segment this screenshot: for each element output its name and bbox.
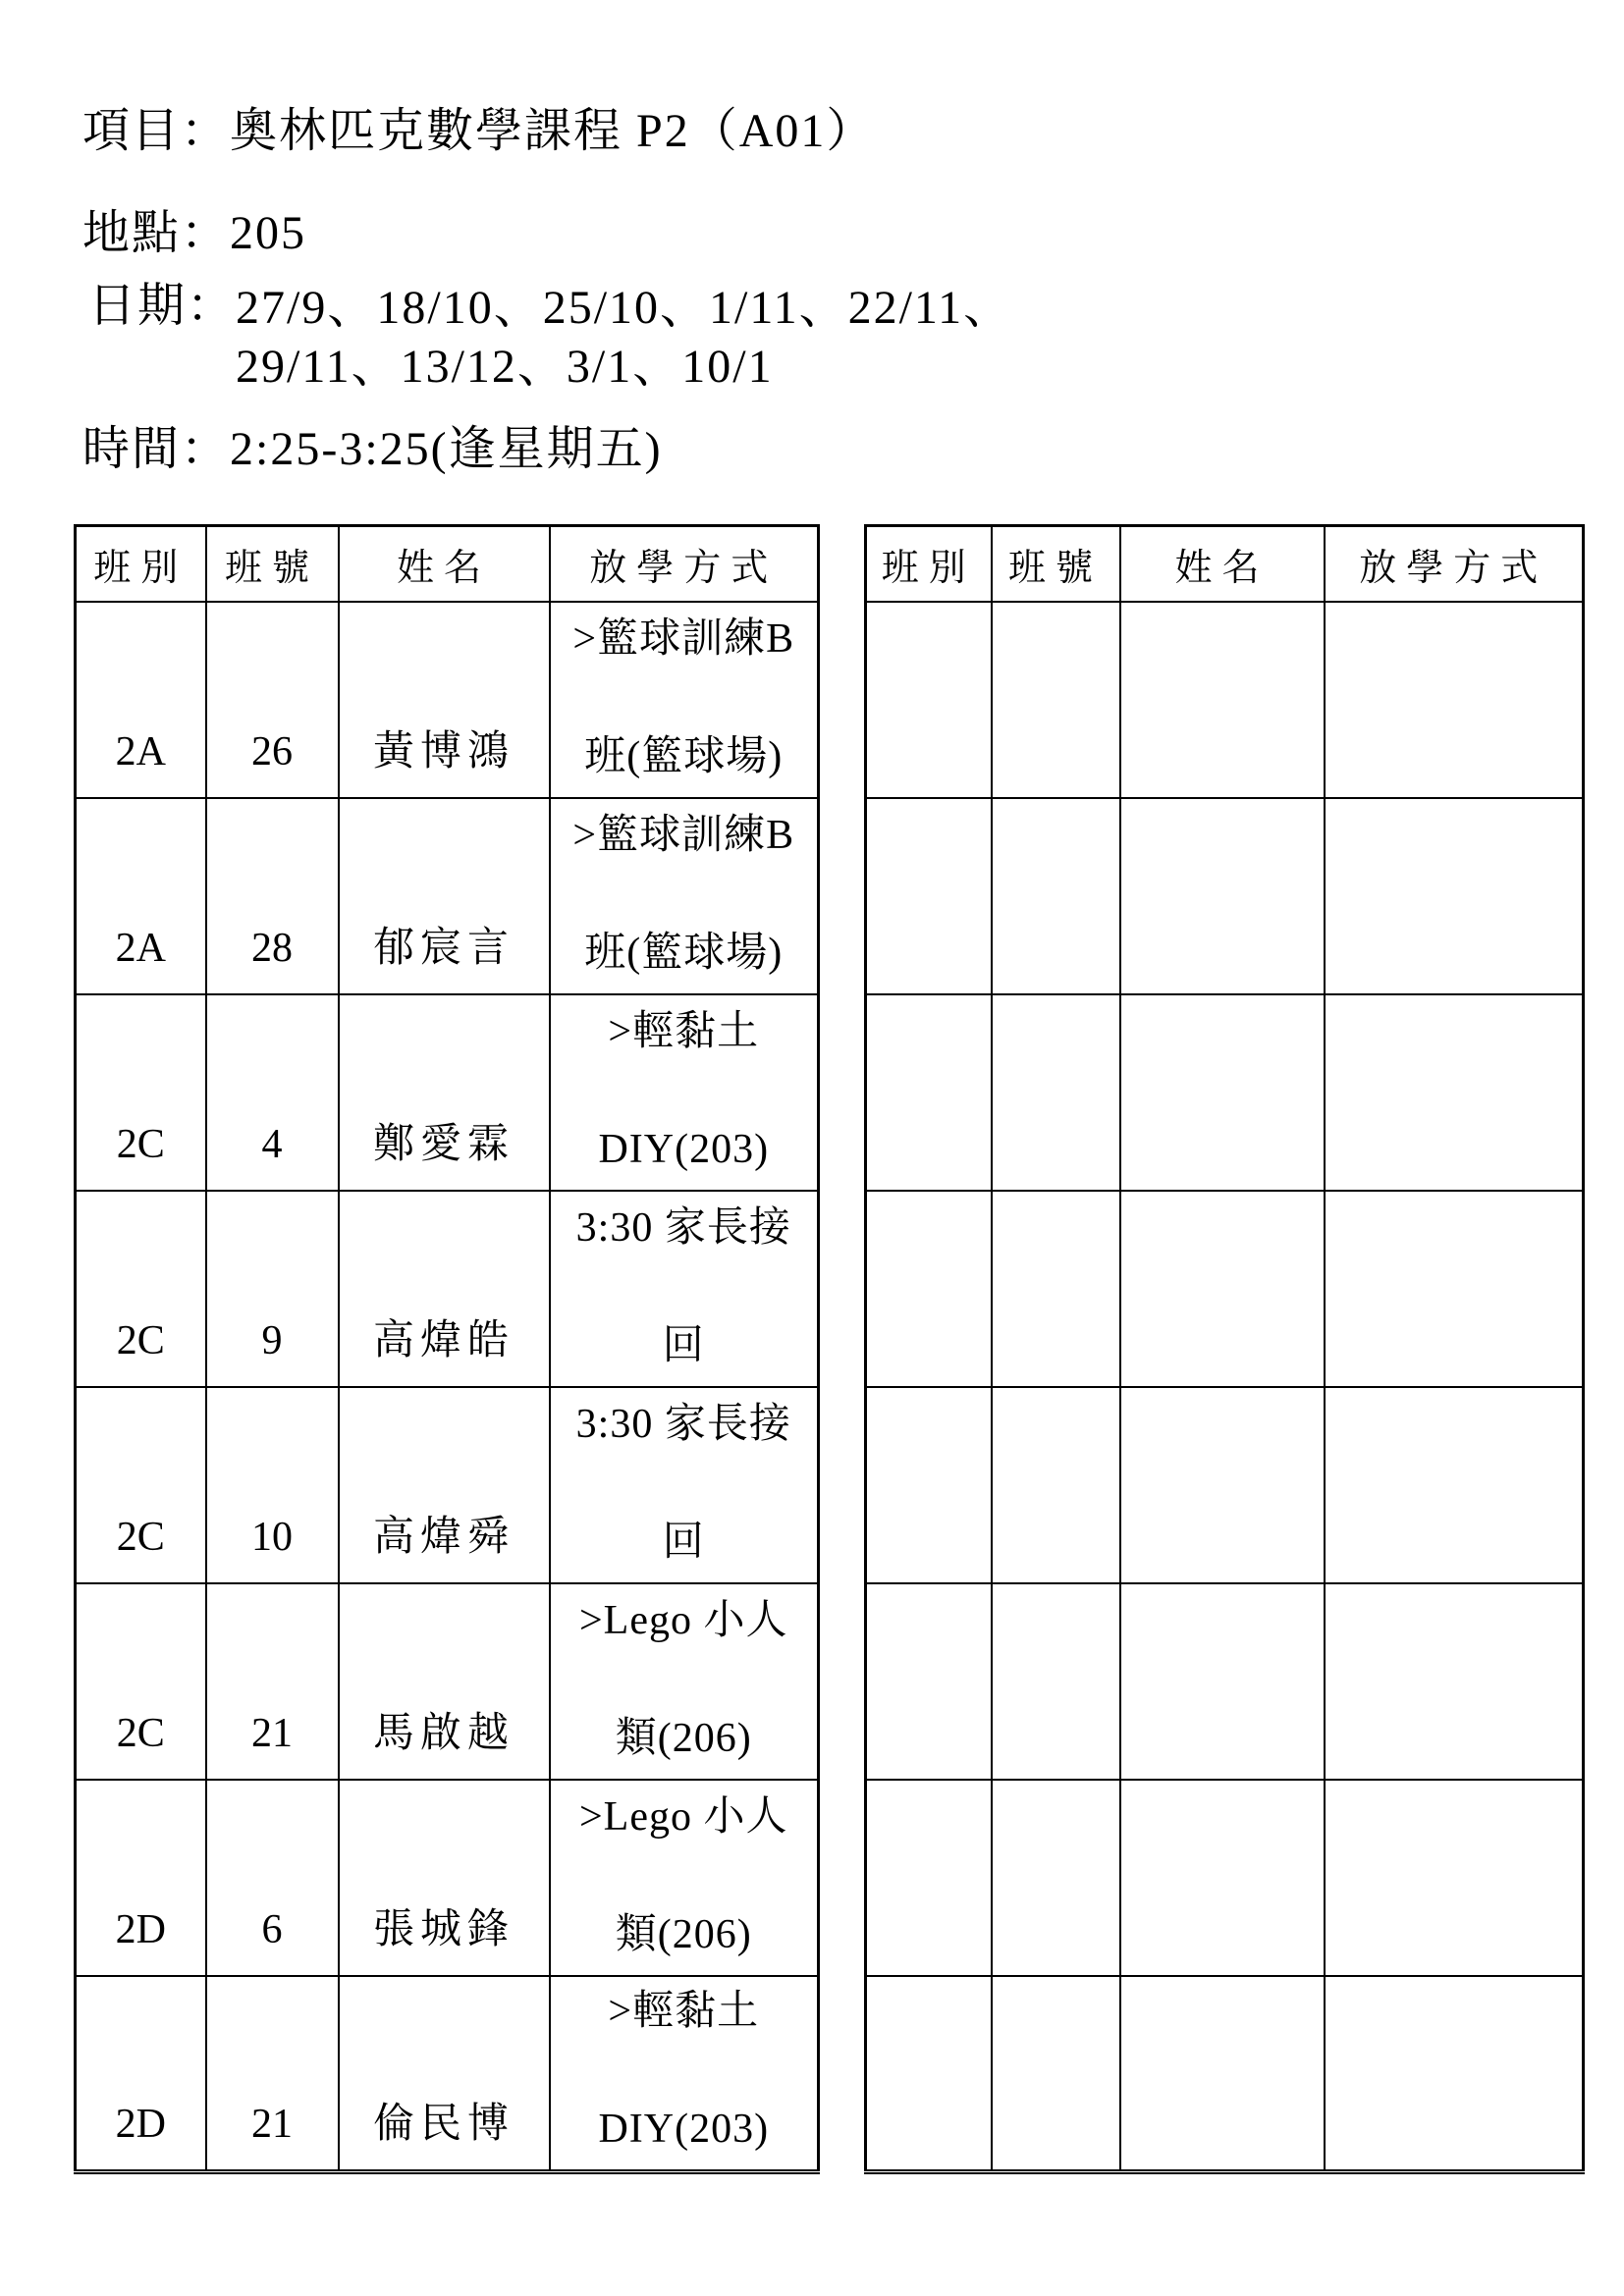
dates-value-line2: 29/11、13/12、3/1、10/1 xyxy=(236,341,774,393)
location-value: 205 xyxy=(230,207,307,259)
table-row xyxy=(76,1387,819,1583)
table-row xyxy=(76,1583,819,1780)
class-number-cell xyxy=(992,1780,1120,1976)
class-cell xyxy=(76,1976,206,2172)
class-cell xyxy=(76,1191,206,1387)
dismissal-cell xyxy=(550,994,819,1191)
col-header-dismissal: 放學方式 xyxy=(1325,526,1584,602)
student-name-cell xyxy=(1120,602,1325,798)
student-name-cell xyxy=(1120,1780,1325,1976)
dismissal-cell xyxy=(1325,1387,1584,1583)
dismissal-cell xyxy=(550,1583,819,1780)
class-cell-text: 2A xyxy=(115,728,166,774)
student-name-cell-text: 郁宸言 xyxy=(372,925,514,971)
dismissal-line: >籃球訓練B xyxy=(572,615,795,662)
class-number-cell-text: 26 xyxy=(251,728,293,774)
class-number-cell xyxy=(206,994,339,1191)
class-cell xyxy=(866,1583,992,1780)
class-number-cell xyxy=(206,798,339,994)
student-name-cell-text: 倫民博 xyxy=(372,2102,514,2147)
class-cell xyxy=(866,1976,992,2172)
student-name-cell xyxy=(339,602,550,798)
class-cell xyxy=(76,602,206,798)
class-cell-text: 2D xyxy=(115,2102,166,2147)
student-name-cell xyxy=(1120,1191,1325,1387)
student-name-cell-text: 高煒皓 xyxy=(372,1317,514,1363)
time-value: 2:25-3:25(逢星期五) xyxy=(230,423,663,475)
table-row xyxy=(866,1583,1584,1780)
class-cell-text: 2C xyxy=(116,1121,165,1167)
class-number-cell xyxy=(206,1387,339,1583)
class-cell xyxy=(866,994,992,1191)
dates-label: 日期： xyxy=(88,280,237,332)
student-name-cell-text: 鄭愛霖 xyxy=(372,1121,514,1167)
class-number-cell xyxy=(206,1583,339,1780)
table-row xyxy=(76,994,819,1191)
course-info xyxy=(82,104,1012,477)
dates-value xyxy=(236,279,1012,397)
col-header-number: 班號 xyxy=(992,526,1120,602)
dismissal-cell xyxy=(1325,602,1584,798)
col-header-class: 班別 xyxy=(76,526,206,602)
dates-line xyxy=(82,279,1012,397)
class-number-cell-text: 6 xyxy=(261,1906,283,1952)
class-cell xyxy=(76,1387,206,1583)
table-row xyxy=(866,798,1584,994)
student-name-cell xyxy=(1120,1583,1325,1780)
table-row xyxy=(866,1976,1584,2172)
class-number-cell-text: 10 xyxy=(251,1514,293,1560)
class-cell-text: 2A xyxy=(115,925,166,971)
class-cell xyxy=(866,1780,992,1976)
class-cell xyxy=(76,798,206,994)
project-value: 奧林匹克數學課程 P2（A01） xyxy=(230,105,876,157)
class-number-cell xyxy=(992,1976,1120,2172)
student-name-cell-text: 黃博鴻 xyxy=(372,728,514,774)
table-row xyxy=(76,798,819,994)
student-name-cell-text: 張城鋒 xyxy=(372,1906,514,1952)
header-row xyxy=(866,526,1584,602)
class-number-cell-text: 21 xyxy=(251,1710,293,1756)
dismissal-line: 回 xyxy=(662,1519,705,1565)
class-cell-text: 2C xyxy=(116,1710,165,1756)
class-cell xyxy=(76,1583,206,1780)
header-row xyxy=(76,526,819,602)
location-label: 地點： xyxy=(82,207,231,259)
col-header-dismissal: 放學方式 xyxy=(550,526,819,602)
class-cell xyxy=(866,798,992,994)
dismissal-line: DIY(203) xyxy=(598,1126,770,1172)
dismissal-line: DIY(203) xyxy=(598,2107,770,2152)
project-line xyxy=(82,104,1012,159)
dismissal-line: >籃球訓練B xyxy=(572,812,795,858)
student-name-cell xyxy=(339,1387,550,1583)
student-name-cell xyxy=(339,1780,550,1976)
class-number-cell xyxy=(992,1583,1120,1780)
col-header-name: 姓名 xyxy=(1120,526,1325,602)
student-name-cell xyxy=(1120,994,1325,1191)
dismissal-cell xyxy=(550,1387,819,1583)
class-cell-text: 2C xyxy=(116,1514,165,1560)
dismissal-cell xyxy=(1325,1780,1584,1976)
student-name-cell xyxy=(1120,1976,1325,2172)
dismissal-line: 類(206) xyxy=(615,1715,752,1761)
table-row xyxy=(866,1387,1584,1583)
dismissal-line: 回 xyxy=(662,1322,705,1368)
student-name-cell xyxy=(339,1976,550,2172)
table-row xyxy=(76,1780,819,1976)
table-row xyxy=(76,1976,819,2172)
student-name-cell xyxy=(1120,1387,1325,1583)
dates-value-line1: 27/9、18/10、25/10、1/11、22/11、 xyxy=(236,282,1013,334)
dismissal-cell xyxy=(550,602,819,798)
table-row xyxy=(76,602,819,798)
class-cell xyxy=(866,602,992,798)
left-roster-table xyxy=(74,524,820,2174)
table-row xyxy=(866,1780,1584,1976)
class-cell xyxy=(76,994,206,1191)
student-name-cell-text: 高煒舜 xyxy=(372,1514,514,1560)
dismissal-cell xyxy=(550,1191,819,1387)
class-number-cell xyxy=(206,602,339,798)
class-cell xyxy=(866,1387,992,1583)
student-name-cell xyxy=(339,1191,550,1387)
col-header-class: 班別 xyxy=(866,526,992,602)
student-name-cell xyxy=(339,994,550,1191)
dismissal-cell xyxy=(550,798,819,994)
dismissal-line: >Lego 小人 xyxy=(579,1597,788,1643)
dismissal-line: >Lego 小人 xyxy=(579,1793,788,1840)
dismissal-cell xyxy=(1325,1976,1584,2172)
class-number-cell xyxy=(992,1387,1120,1583)
dismissal-line: 類(206) xyxy=(615,1911,752,1957)
dismissal-cell xyxy=(550,1976,819,2172)
student-name-cell-text: 馬啟越 xyxy=(372,1710,514,1756)
dismissal-line: 3:30 家長接 xyxy=(575,1401,791,1447)
dismissal-line: >輕黏土 xyxy=(608,1008,760,1054)
right-roster-table xyxy=(864,524,1585,2174)
class-number-cell xyxy=(992,1191,1120,1387)
dismissal-cell xyxy=(1325,1583,1584,1780)
student-name-cell xyxy=(339,1583,550,1780)
class-cell xyxy=(76,1780,206,1976)
student-name-cell xyxy=(339,798,550,994)
student-name-cell xyxy=(1120,798,1325,994)
class-cell-text: 2D xyxy=(115,1906,166,1952)
class-number-cell xyxy=(206,1191,339,1387)
class-number-cell xyxy=(992,602,1120,798)
dismissal-cell xyxy=(1325,798,1584,994)
dismissal-line: 班(籃球場) xyxy=(584,733,784,779)
table-row xyxy=(866,602,1584,798)
class-number-cell xyxy=(206,1976,339,2172)
dismissal-cell xyxy=(1325,994,1584,1191)
dismissal-cell xyxy=(550,1780,819,1976)
class-number-cell-text: 9 xyxy=(261,1317,283,1363)
roster-tables xyxy=(0,524,1624,2193)
location-line xyxy=(82,206,1012,261)
time-label: 時間： xyxy=(82,423,231,475)
table-row xyxy=(76,1191,819,1387)
dismissal-line: 3:30 家長接 xyxy=(575,1204,791,1251)
class-cell xyxy=(866,1191,992,1387)
table-row xyxy=(866,994,1584,1191)
time-line xyxy=(82,422,1012,477)
class-cell-text: 2C xyxy=(116,1317,165,1363)
class-number-cell-text: 28 xyxy=(251,925,293,971)
class-number-cell xyxy=(992,994,1120,1191)
project-label: 項目： xyxy=(82,105,231,157)
class-number-cell xyxy=(206,1780,339,1976)
class-number-cell-text: 21 xyxy=(251,2102,293,2147)
class-number-cell-text: 4 xyxy=(261,1121,283,1167)
col-header-number: 班號 xyxy=(206,526,339,602)
dismissal-cell xyxy=(1325,1191,1584,1387)
col-header-name: 姓名 xyxy=(339,526,550,602)
dismissal-line: 班(籃球場) xyxy=(584,930,784,976)
dismissal-line: >輕黏土 xyxy=(608,1989,760,2034)
left-roster-body xyxy=(76,602,819,2172)
table-row xyxy=(866,1191,1584,1387)
class-number-cell xyxy=(992,798,1120,994)
right-roster-body xyxy=(866,602,1584,2172)
